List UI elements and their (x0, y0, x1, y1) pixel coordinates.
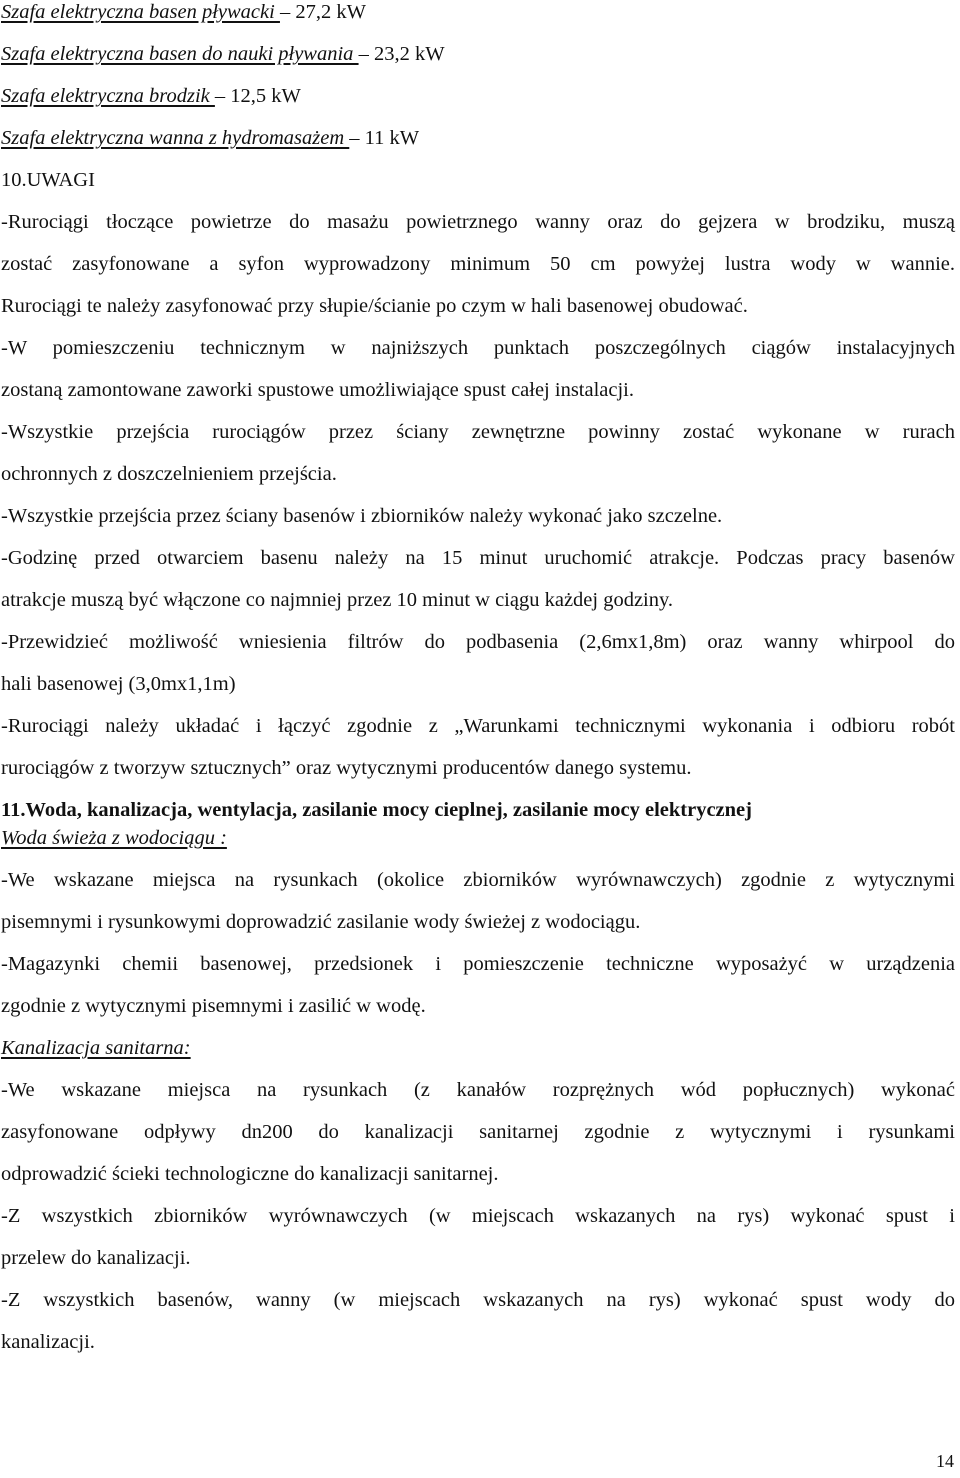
cabinet-name: Szafa elektryczna basen do nauki pływania (1, 43, 359, 65)
paragraph-line: rurociągów z tworzyw sztucznych” oraz wytycznymi producentów danego systemu. (1, 757, 692, 779)
paragraph-line: zostaną zamontowane zaworki spustowe umożliwiające spust całej instalacji. (1, 379, 635, 401)
paragraph-line: -Wszystkie przejścia przez ściany basenów i zbiorników należy wykonać jako szczelne. (1, 505, 723, 527)
cabinet-power: – 11 kW (349, 127, 420, 149)
paragraph-line: -We wskazane miejsca na rysunkach (z kanałów rozprężnych wód popłucznych) wykonać (1, 1079, 955, 1101)
paragraph-line: -W pomieszczeniu technicznym w najniższych punktach poszczególnych ciągów instalacyjnych (1, 337, 955, 359)
cabinet-name: Szafa elektryczna basen pływacki (1, 1, 280, 23)
paragraph-line: -Przewidzieć możliwość wniesienia filtrów do podbasenia (2,6mx1,8m) oraz wanny whirpool do (1, 631, 955, 653)
paragraph-line: Rurociągi te należy zasyfonować przy słupie/ścianie po czym w hali basenowej obudować. (1, 295, 748, 317)
paragraph-line: -Wszystkie przejścia rurociągów przez ściany zewnętrzne powinny zostać wykonane w rurach (1, 421, 955, 443)
cabinet-power: – 23,2 kW (358, 43, 445, 65)
paragraph-line: -We wskazane miejsca na rysunkach (okolice zbiorników wyrównawczych) zgodnie z wytycznymi (1, 869, 955, 891)
paragraph-line: zasyfonowane odpływy dn200 do kanalizacji sanitarnej zgodnie z wytycznymi i rysunkami (1, 1121, 955, 1143)
paragraph-line: -Magazynki chemii basenowej, przedsionek i pomieszczenie techniczne wyposażyć w urządzenia (1, 953, 955, 975)
section-11-heading: 11.Woda, kanalizacja, wentylacja, zasilanie mocy cieplnej, zasilanie mocy elektrycznej (1, 799, 752, 821)
sewage-subheading-text: Kanalizacja sanitarna: (1, 1037, 191, 1059)
cabinet-name: Szafa elektryczna wanna z hydromasażem (1, 127, 350, 149)
paragraph-line: -Rurociągi należy układać i łączyć zgodnie z „Warunkami technicznymi wykonania i odbioru robót (1, 715, 955, 737)
paragraph-line: -Z wszystkich zbiorników wyrównawczych (w miejscach wskazanych na rys) wykonać spust i (1, 1205, 955, 1227)
water-subheading-text: Woda świeża z wodociągu : (1, 827, 227, 849)
paragraph-line: -Godzinę przed otwarciem basenu należy na 15 minut uruchomić atrakcje. Podczas pracy basenów (1, 547, 955, 569)
paragraph-line: ochronnych z doszczelnieniem przejścia. (1, 463, 337, 485)
sewage-subheading (1, 1036, 955, 1060)
cabinet-item (1, 84, 955, 108)
paragraph-line: kanalizacji. (1, 1331, 95, 1353)
cabinet-item (1, 126, 955, 150)
paragraph-line: pisemnymi i rysunkowymi doprowadzić zasilanie wody świeżej z wodociągu. (1, 911, 641, 933)
paragraph-line: atrakcje muszą być włączone co najmniej przez 10 minut w ciągu każdej godziny. (1, 589, 674, 611)
cabinet-power: – 12,5 kW (214, 85, 301, 107)
section-10-heading: 10.UWAGI (1, 169, 95, 191)
paragraph-line: zostać zasyfonowane a syfon wyprowadzony minimum 50 cm powyżej lustra wody w wannie. (1, 253, 955, 275)
water-subheading (1, 826, 955, 850)
paragraph-line: przelew do kanalizacji. (1, 1247, 191, 1269)
cabinet-item (1, 42, 955, 66)
paragraph-line: odprowadzić ścieki technologiczne do kanalizacji sanitarnej. (1, 1163, 499, 1185)
paragraph-line: -Rurociągi tłoczące powietrze do masażu powietrznego wanny oraz do gejzera w brodziku, muszą (1, 211, 955, 233)
paragraph-line: zgodnie z wytycznymi pisemnymi i zasilić w wodę. (1, 995, 426, 1017)
page-number: 14 (936, 1451, 954, 1471)
cabinet-name: Szafa elektryczna brodzik (1, 85, 215, 107)
paragraph-line: hali basenowej (3,0mx1,1m) (1, 673, 236, 695)
cabinet-item (1, 0, 955, 24)
cabinet-power: – 27,2 kW (279, 1, 366, 23)
paragraph-line: -Z wszystkich basenów, wanny (w miejscach wskazanych na rys) wykonać spust wody do (1, 1289, 955, 1311)
